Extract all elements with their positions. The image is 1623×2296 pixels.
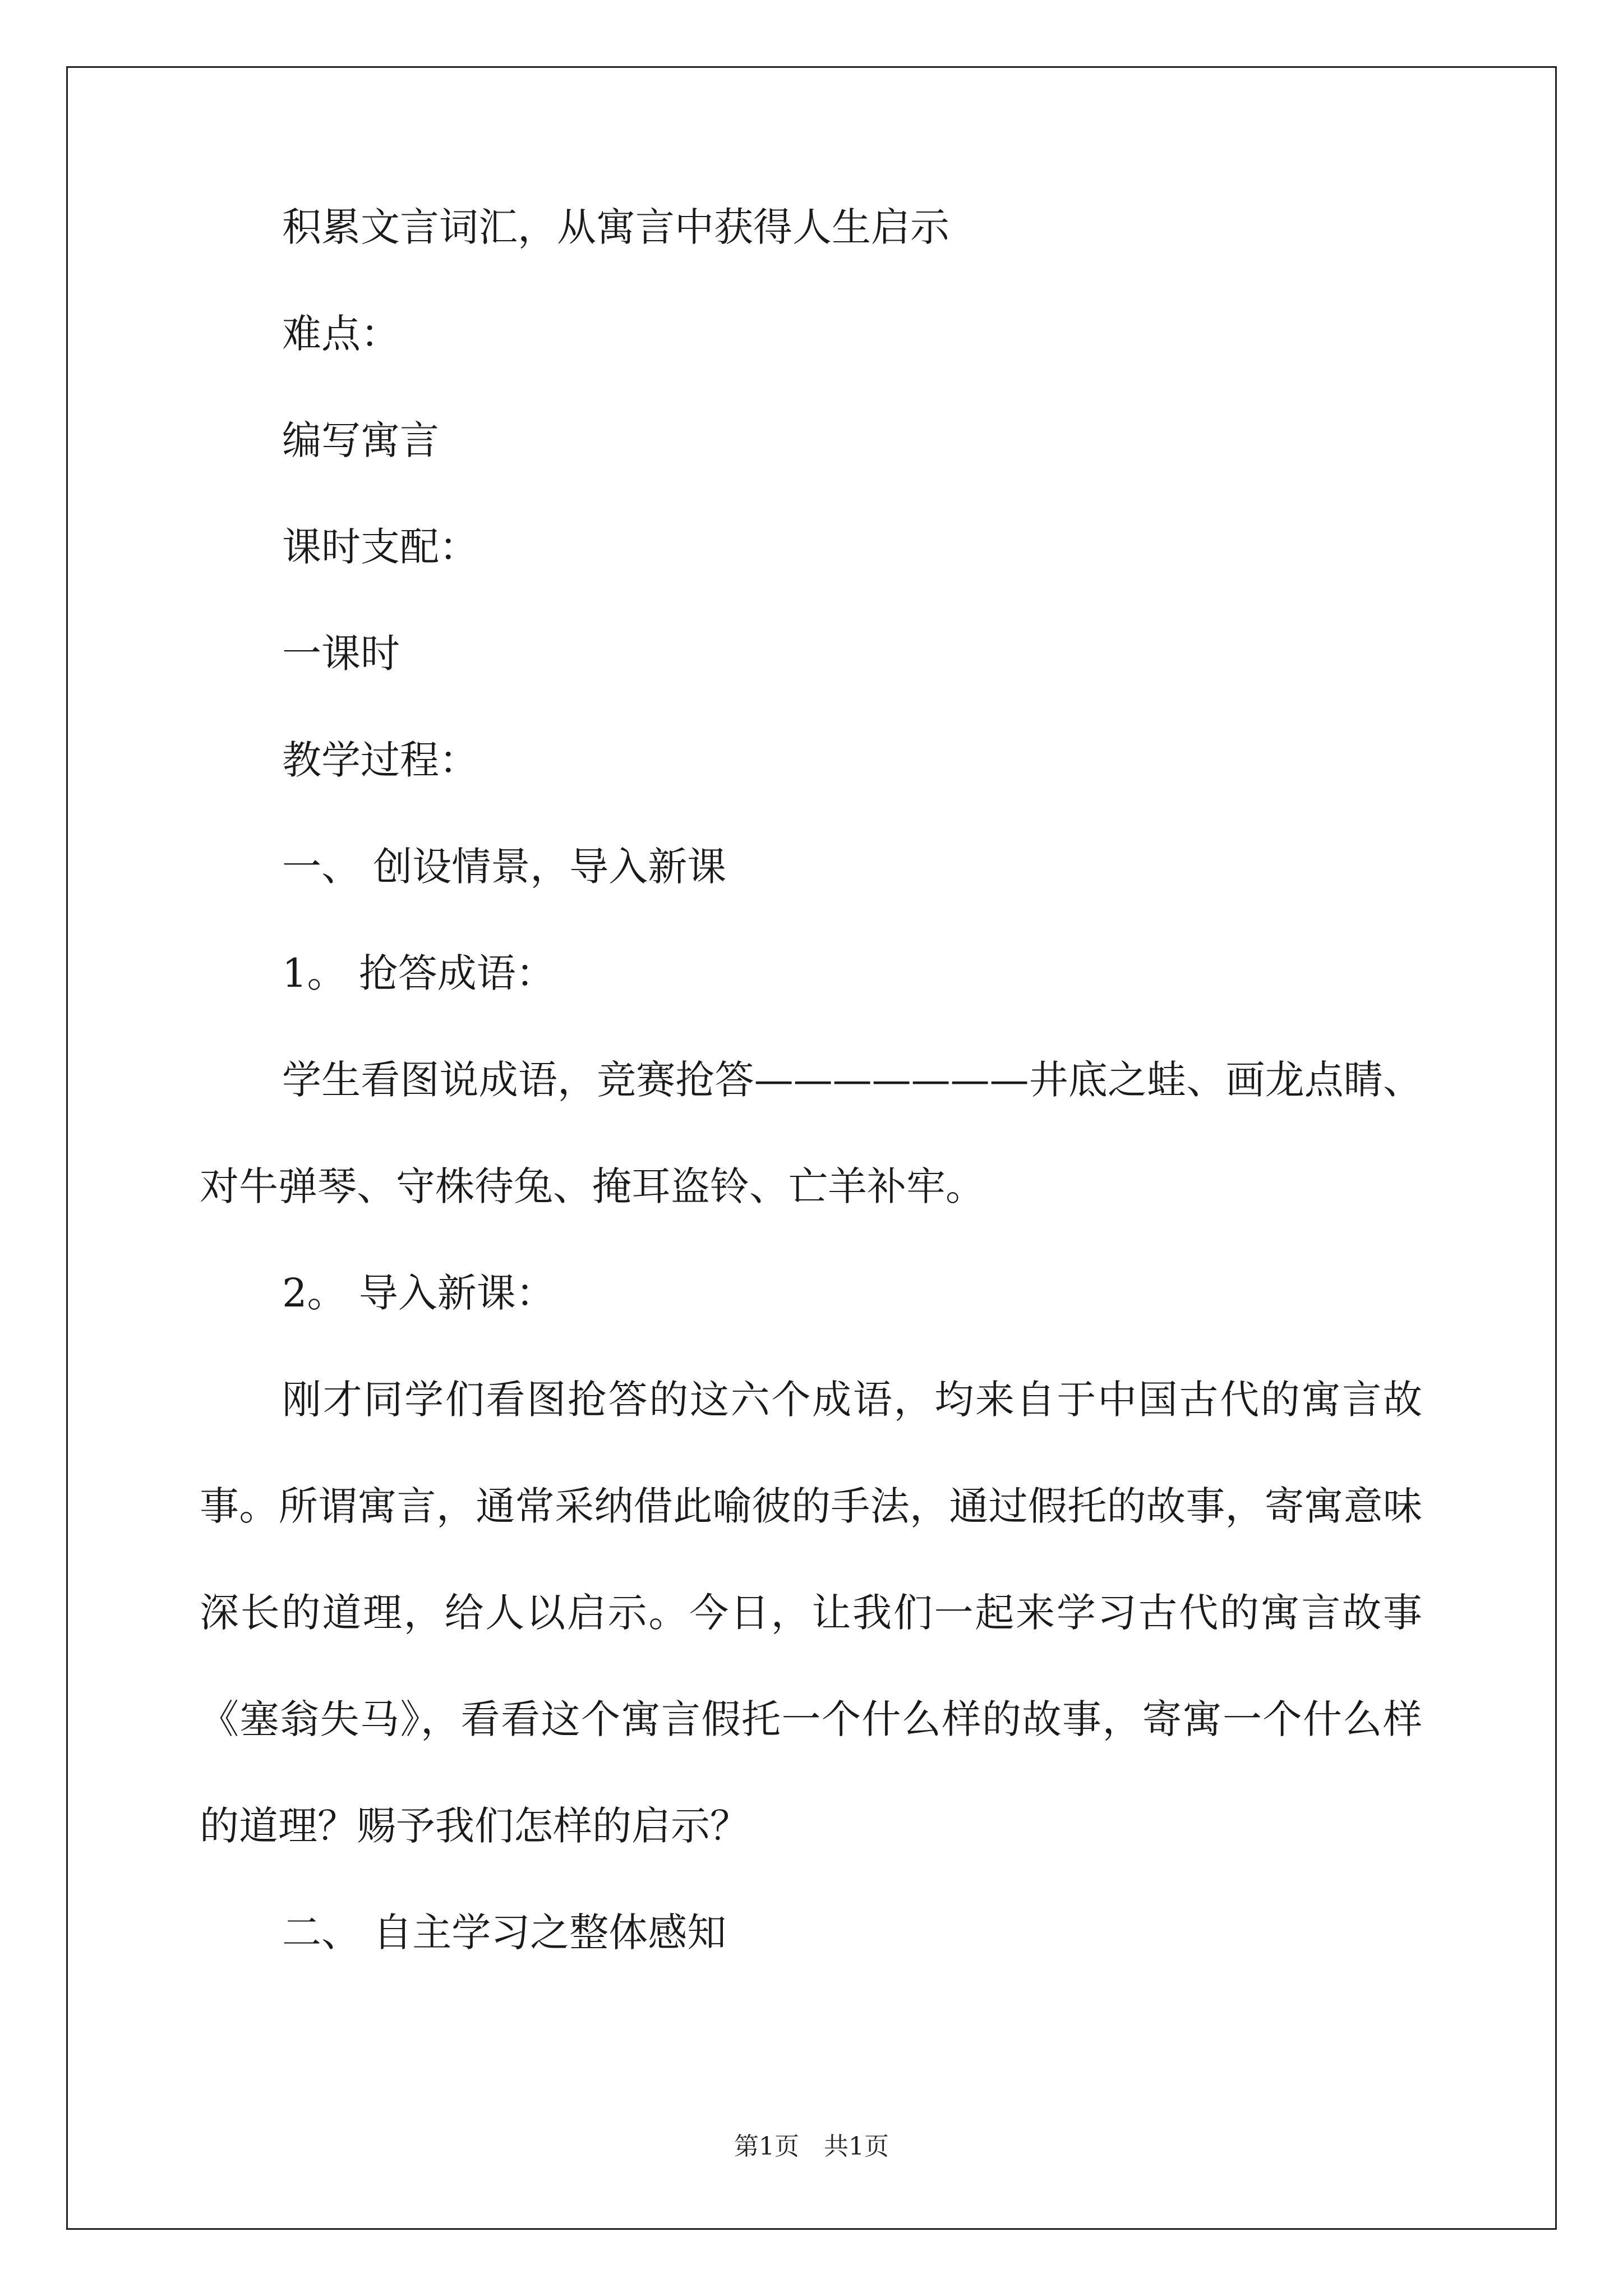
document-body bbox=[200, 202, 1422, 2014]
paragraph-schedule: 一课时 bbox=[282, 631, 400, 677]
section-heading-2: 二、 自主学习之整体感知 bbox=[282, 1910, 727, 1955]
section-heading-1: 一、 创设情景，导入新课 bbox=[282, 844, 727, 890]
step-heading-2: 2。 导入新课： bbox=[282, 1270, 555, 1316]
paragraph-difficulty-heading: 难点： bbox=[282, 311, 400, 357]
paragraph-introduction: 刚才同学们看图抢答的这六个成语，均来自于中国古代的寓言故事。所谓寓言，通常采纳借此喻彼的手法，通过假托的故事，寄寓意味深长的道理，给人以启示。今日，让我们一起来学习古代的寓言故事《塞翁失马》，看看这个寓言假托一个什么样的故事，寄寓一个什么样的道理？赐予我们怎样的启示？ bbox=[200, 1377, 1422, 1849]
paragraph-schedule-heading: 课时支配： bbox=[282, 524, 478, 570]
step-heading-1: 1。 抢答成语： bbox=[282, 950, 555, 996]
page-number: 第1页 共1页 bbox=[734, 2132, 889, 2161]
paragraph-idioms: 学生看图说成语，竞赛抢答———————井底之蛙、画龙点睛、对牛弹琴、守株待兔、掩耳盗铃、亡羊补牢。 bbox=[200, 1057, 1422, 1209]
paragraph-objective: 积累文言词汇，从寓言中获得人生启示 bbox=[282, 204, 949, 250]
paragraph-difficulty: 编写寓言 bbox=[282, 417, 439, 463]
paragraph-process-heading: 教学过程： bbox=[282, 737, 478, 783]
